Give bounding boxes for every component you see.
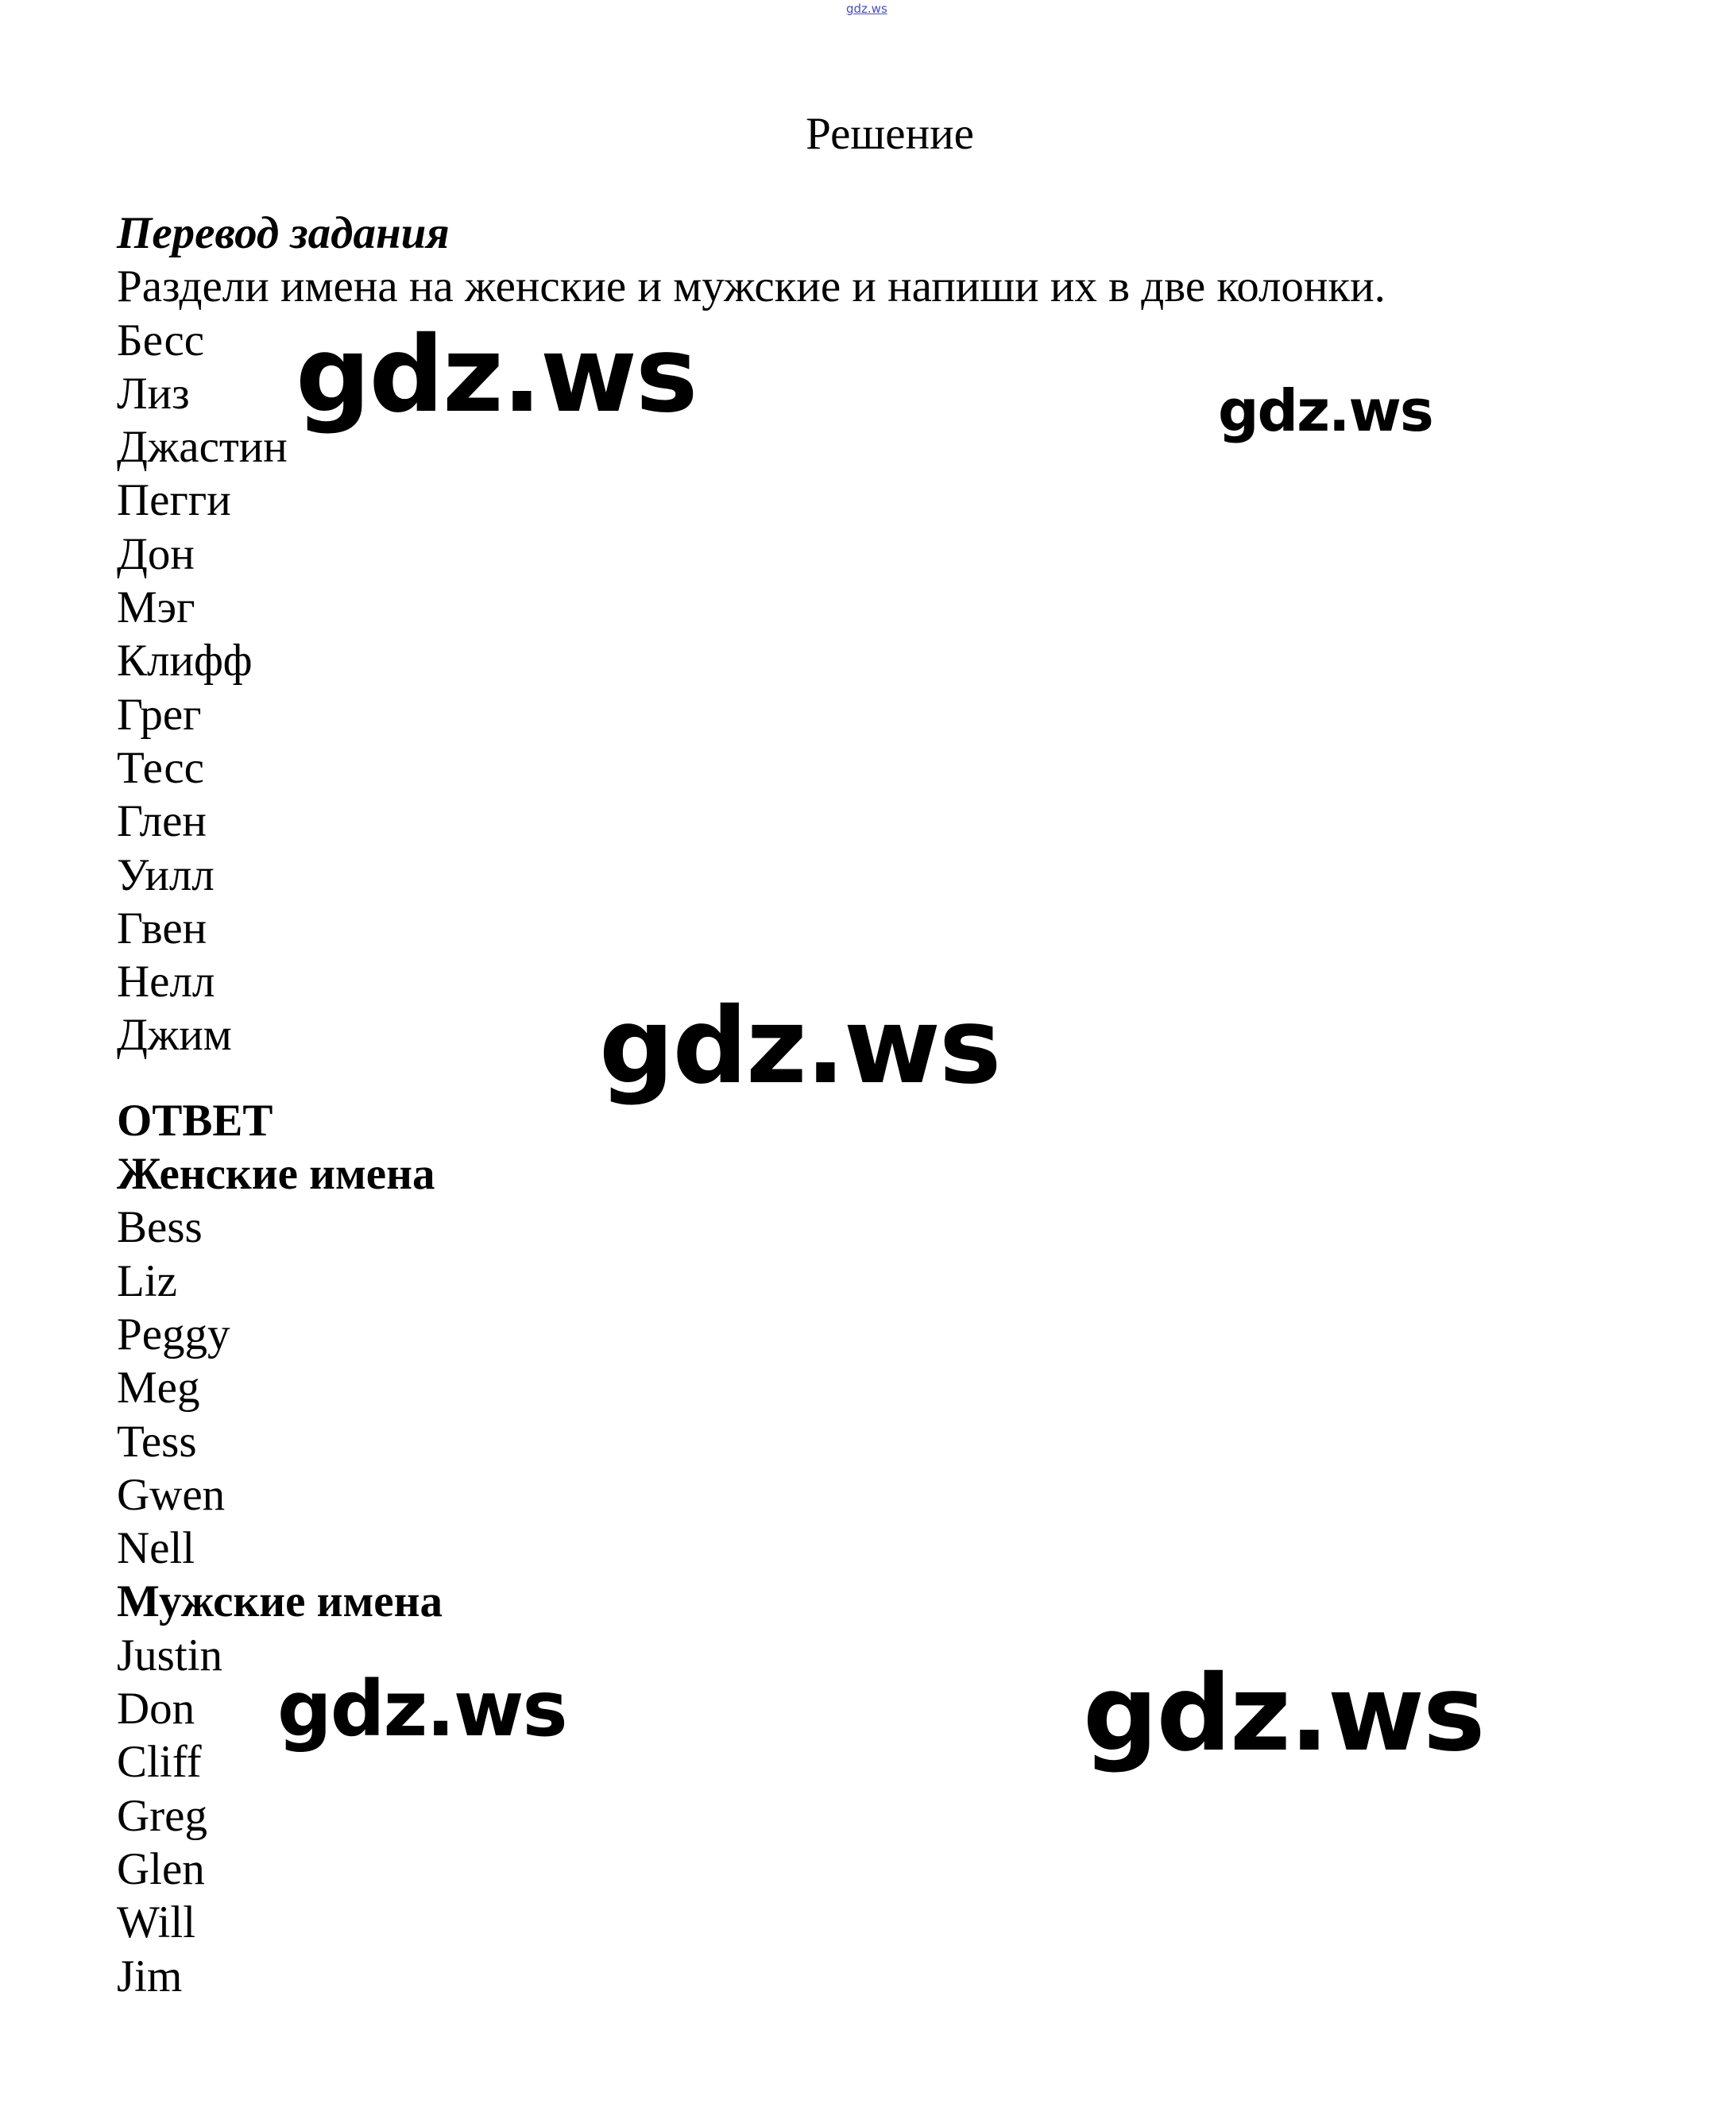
task-name: Тесс [117,742,204,793]
task-name: Нелл [117,957,215,1007]
task-name: Грег [117,689,202,740]
task-heading: Перевод задания [117,208,450,258]
female-names-heading: Женские имена [117,1149,435,1200]
watermark: gdz.ws [277,1665,566,1754]
page-title: Решение [806,109,974,159]
task-name: Мэг [117,582,195,633]
task-name: Лиз [117,368,190,419]
female-name: Bess [117,1202,203,1253]
female-name: Nell [117,1523,195,1574]
male-name: Justin [117,1630,223,1680]
male-name: Glen [117,1843,205,1894]
watermark: gdz.ws [296,314,697,436]
female-name: Gwen [117,1469,226,1520]
watermark: gdz.ws [1083,1653,1484,1775]
watermark: gdz.ws [1218,377,1432,444]
task-instruction: Раздели имена на женские и мужские и напиши их в две колонки. [117,261,1386,312]
task-name: Джим [117,1010,232,1061]
male-name: Jim [117,1951,183,2001]
male-name: Don [117,1684,195,1734]
female-name: Meg [117,1363,200,1413]
male-name: Will [117,1897,196,1948]
task-name: Уилл [117,849,215,900]
female-name-list [117,1201,1666,1575]
task-name: Бесс [117,315,205,365]
male-name: Greg [117,1790,207,1841]
site-mark-link[interactable]: gdz.ws [846,2,887,16]
task-name: Джастин [117,422,288,473]
answer-heading: ОТВЕТ [117,1095,273,1146]
task-name: Пегги [117,475,231,526]
task-name: Гвен [117,903,207,953]
female-name: Peggy [117,1309,230,1359]
task-name: Клифф [117,636,253,686]
watermark: gdz.ws [599,985,1000,1108]
task-name: Глен [117,796,207,847]
male-name: Cliff [117,1737,202,1788]
male-names-heading: Мужские имена [117,1576,443,1627]
female-name: Liz [117,1255,177,1306]
task-name: Дон [117,528,195,579]
female-name: Tess [117,1416,197,1467]
